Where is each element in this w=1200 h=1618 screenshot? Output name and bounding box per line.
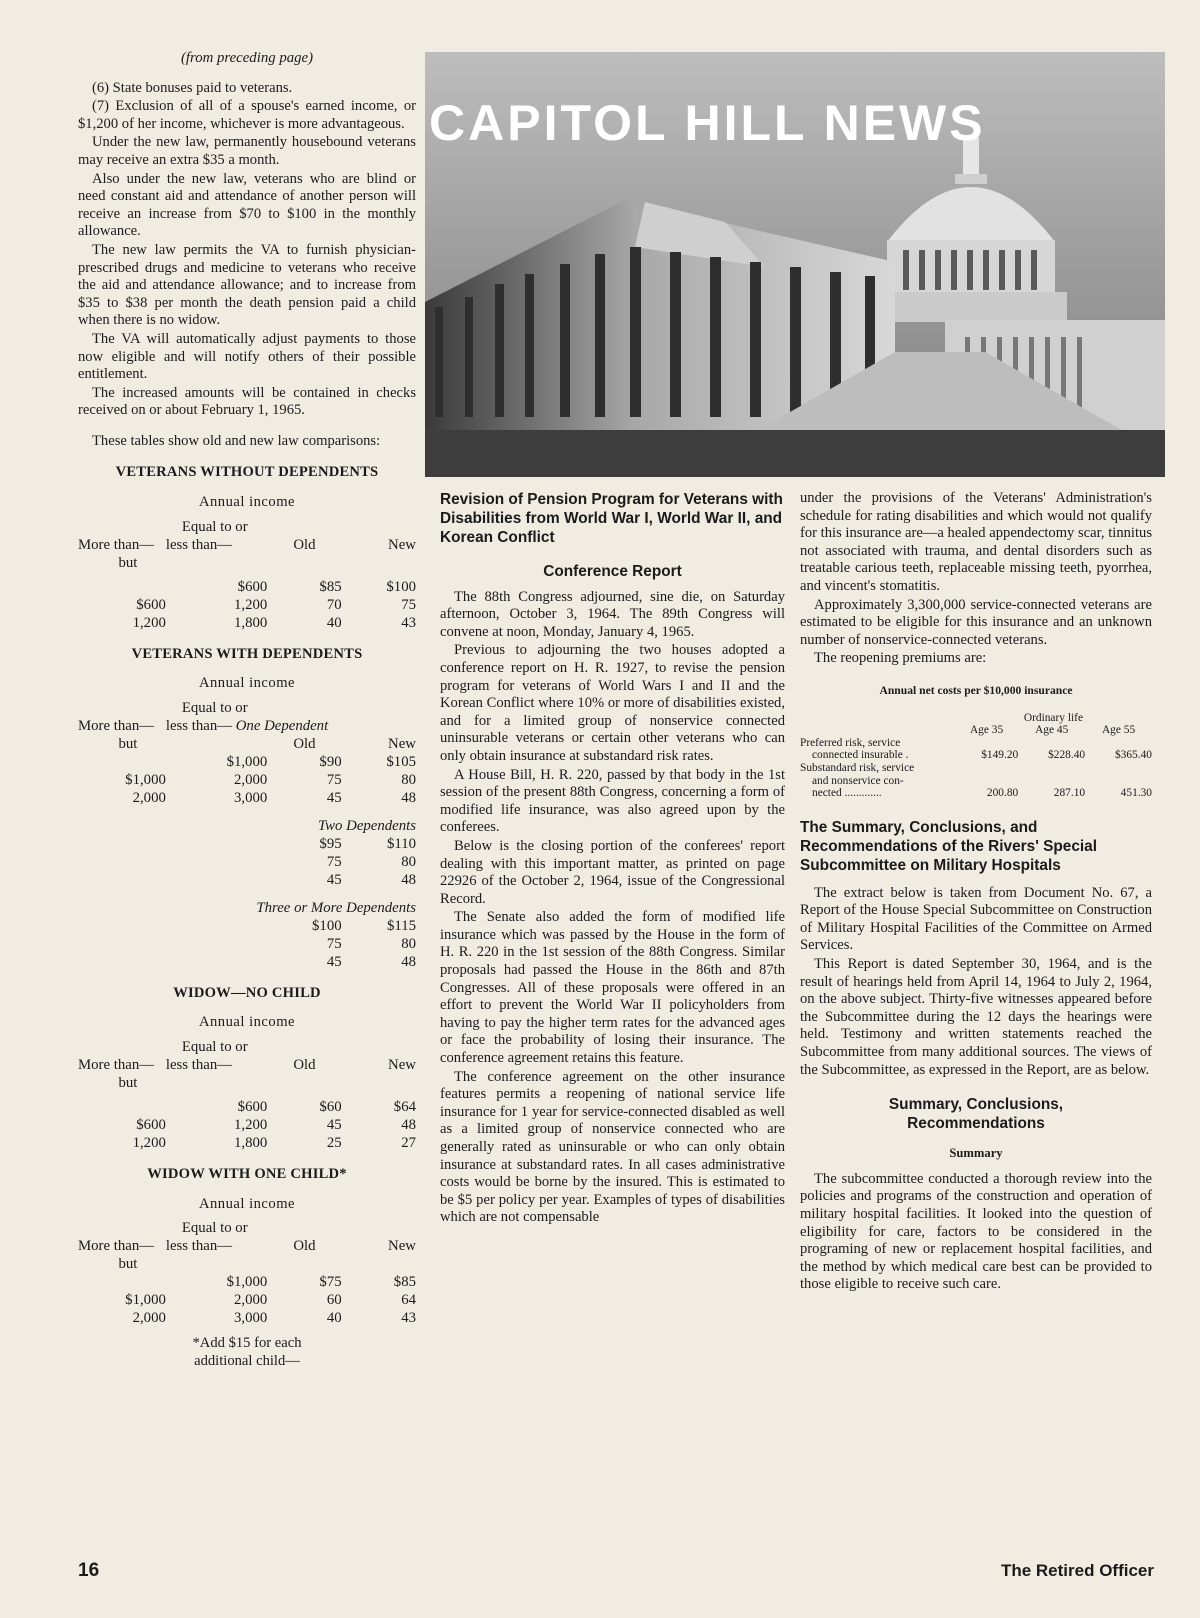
one-dependent-label: One Dependent — [235, 717, 329, 734]
two-dependents-label: Two Dependents — [318, 817, 416, 834]
paragraph: Approximately 3,300,000 service-connected veterans are estimated to be eligible for this insurance and an unknown number of nonservice-connected veterans. — [800, 596, 1152, 648]
table-cell: 80 — [401, 853, 416, 870]
income-table-widow-no-child — [78, 1038, 416, 1152]
table-row — [78, 853, 416, 871]
table-cell: 1,200 — [233, 596, 268, 613]
table-cell: 2,000 — [132, 789, 166, 806]
table-cell: 80 — [401, 935, 416, 952]
page-number: 16 — [78, 1560, 100, 1581]
annual-income-label: Annual income — [198, 675, 296, 692]
table-row — [78, 771, 416, 789]
table-cell: 3,000 — [233, 789, 268, 806]
table-cell: 45 — [326, 789, 342, 806]
column-header: less than— — [165, 536, 233, 553]
table-heading: WIDOW—NO CHILD — [173, 984, 321, 1001]
column-header: Equal to or — [181, 1039, 248, 1056]
paragraph: The new law permits the VA to furnish physician-prescribed drugs and medicine to veterans who receive the aid and attendance allowance; and to increase from $35 to $38 per month the death pension paid a child when there is no widow. — [78, 241, 416, 329]
table-cell: $110 — [386, 835, 416, 852]
table-heading: VETERANS WITHOUT DEPENDENTS — [115, 464, 379, 481]
tables-intro: These tables show old and new law comparisons: — [92, 432, 381, 449]
table-cell: 48 — [401, 1117, 416, 1134]
paragraph: (7) Exclusion of all of a spouse's earned income, or $1,200 of her income, whichever is more advantageous. — [78, 98, 416, 132]
table-row — [800, 749, 1152, 762]
table-cell: 75 — [401, 596, 416, 613]
table-heading: WIDOW WITH ONE CHILD* — [147, 1166, 347, 1183]
table-cell: 48 — [401, 789, 416, 806]
table-cell: $75 — [319, 1274, 342, 1291]
column-header: Old — [293, 1057, 316, 1074]
column-header: Age 45 — [1035, 724, 1069, 737]
table-row — [78, 917, 416, 935]
paragraph: The extract below is taken from Document No. 67, a Report of the House Special Subcommittee on Construction of Military Hospital Facilities of the Committee on Armed Services. — [800, 884, 1152, 954]
table-cell: 75 — [326, 853, 342, 870]
table-row — [78, 1273, 416, 1291]
table-row — [78, 835, 416, 853]
table-cell: $85 — [319, 578, 342, 595]
row-label: Substandard risk, service — [800, 761, 915, 774]
table-cell: 40 — [326, 1310, 342, 1327]
table-row — [78, 935, 416, 953]
table-cell: 45 — [326, 1117, 342, 1134]
column-header: Equal to or — [181, 699, 248, 716]
table-cell: 80 — [401, 771, 416, 788]
table-cell: $1,000 — [125, 771, 166, 788]
paragraph: Below is the closing portion of the conferees' report dealing with this important matter, as printed on page 22926 of the October 2, 1964, issue of the Congressional Record. — [440, 837, 785, 907]
table-cell: 64 — [401, 1292, 416, 1309]
table-cell: $64 — [393, 1099, 416, 1116]
annual-income-label: Annual income — [198, 1014, 296, 1031]
paragraph: The increased amounts will be contained in checks received on or about February 1, 1965. — [78, 384, 416, 419]
paragraph: (6) State bonuses paid to veterans. — [92, 79, 293, 96]
table-row — [78, 953, 416, 971]
column-header: but — [118, 1075, 138, 1092]
table-row — [78, 871, 416, 889]
table-cell — [78, 578, 166, 596]
column-header: Equal to or — [181, 1220, 248, 1237]
column-header: New — [388, 1238, 416, 1255]
column-header: More than— — [78, 1057, 155, 1074]
table-cell: 2,000 — [132, 1310, 166, 1327]
table-cell: 1,200 — [233, 1117, 268, 1134]
table-cell: 45 — [326, 871, 342, 888]
paragraph: The conference agreement on the other insurance features permits a reopening of national service life insurance for 1 year for service-connected disabled as well as a limited group of nonservice connected who are generally rated as uninsurable or who can only obtain insurance at substandard rates. In all cases administrative costs would be borne by the insured. This is estimated to be $5 per policy per year. Examples of types of disabilities which are not compensable — [440, 1068, 785, 1226]
paragraph: The 88th Congress adjourned, sine die, on Saturday afternoon, October 3, 1964. The 89th Congress will convene at noon, Monday, January 4, 1965. — [440, 588, 785, 640]
table-row — [800, 787, 1152, 800]
three-dependents-label: Three or More Dependents — [256, 899, 416, 916]
column-header: Old — [293, 536, 316, 553]
article-title: The Summary, Conclusions, and Recommendations of the Rivers' Special Subcommittee on Military Hospitals — [800, 818, 1098, 874]
paragraph: Also under the new law, veterans who are blind or need constant aid and attendance of another person will receive an increase from $70 to $100 in the monthly allowance. — [78, 170, 416, 240]
table-row — [78, 1291, 416, 1309]
income-table-widow-one-child — [78, 1219, 416, 1327]
row-label: and nonservice con- — [812, 774, 904, 787]
paragraph: The Senate also added the form of modified life insurance which was passed by the House in the form of H. R. 220 in the 1st session of the 88th Congress. Similar proposals had passed the House in the 86th and 87th Congresses. All of these proposals were offered in an effort to prevent the World War II policyholders from having to pay the higher term rates for the advanced ages or face the probability of losing their insurance. The conference agreement retains this feature. — [440, 909, 785, 1067]
table-heading: VETERANS WITH DEPENDENTS — [131, 645, 363, 662]
right-column — [800, 490, 1152, 1294]
banner-title: CAPITOL HILL NEWS — [429, 95, 986, 151]
row-label: connected insurable . — [812, 749, 909, 762]
column-header: Age 35 — [969, 724, 1004, 737]
annual-income-label: Annual income — [198, 494, 296, 511]
row-label: nected ............. — [812, 787, 882, 800]
column-header: More than— — [78, 536, 155, 553]
income-table-with-dependents — [78, 699, 416, 971]
table-cell: $115 — [386, 917, 416, 934]
table-cell: 43 — [401, 614, 416, 631]
table-cell: $600 — [136, 1117, 166, 1134]
table-cell: $365.40 — [1114, 749, 1152, 762]
table-cell: 27 — [401, 1135, 416, 1152]
table-cell: $228.40 — [1048, 749, 1086, 762]
table-cell: 75 — [326, 771, 342, 788]
table-cell: 43 — [401, 1310, 416, 1327]
table-cell: 1,200 — [132, 1135, 166, 1152]
table-cell: $100 — [386, 578, 416, 595]
table-row — [78, 1116, 416, 1134]
table-cell: $105 — [386, 753, 416, 770]
table-cell: $100 — [312, 917, 342, 934]
column-header: More than— — [78, 717, 155, 734]
paragraph: The reopening premiums are: — [814, 650, 987, 667]
table-cell — [78, 753, 166, 771]
table-cell: 200.80 — [986, 787, 1019, 800]
column-header: Ordinary life — [1023, 711, 1084, 724]
premium-table — [800, 712, 1152, 800]
column-header: New — [388, 1057, 416, 1074]
table-cell: $95 — [319, 835, 342, 852]
table-cell: $1,000 — [226, 1274, 268, 1291]
column-header: but — [118, 1256, 138, 1273]
table-cell: 70 — [326, 596, 342, 613]
section-title: Summary, Conclusions, — [888, 1096, 1064, 1114]
column-header: Old — [293, 735, 316, 752]
table-cell: 40 — [326, 614, 342, 631]
summary-label: Summary — [949, 1146, 1003, 1161]
article-subhead: Conference Report — [543, 563, 682, 580]
table-cell: 1,200 — [132, 614, 166, 631]
paragraph: This Report is dated September 30, 1964, and is the result of hearings held from April 14, 1964 to July 2, 1964, on the above subject. Thirty-five witnesses appeared before the Subcommittee during the 12 days the hearings were held. Testimony and written statements reached the Subcommittee from many additional sources. The views of the Subcommittee, as expressed in the Report, are as below. — [800, 956, 1152, 1078]
column-header: New — [388, 735, 416, 752]
table-cell: $90 — [319, 753, 342, 770]
table-cell: $1,000 — [226, 753, 268, 770]
publication-name: The Retired Officer — [1000, 1561, 1154, 1580]
table-cell: $600 — [136, 596, 166, 613]
column-header: More than— — [78, 1238, 155, 1255]
table-footnote: *Add $15 for each — [192, 1335, 302, 1352]
table-cell: 48 — [401, 953, 416, 970]
left-column — [78, 50, 416, 1370]
paragraph: The VA will automatically adjust payments to those now eligible and will notify others of their possible entitlement. — [78, 330, 416, 383]
table-row — [78, 1098, 416, 1116]
table-cell: $149.20 — [981, 749, 1019, 762]
column-header: less than— — [165, 1057, 233, 1074]
article-title: Revision of Pension Program for Veterans with Disabilities from World War I, World War II, and Korean Conflict — [440, 491, 783, 546]
paragraph: under the provisions of the Veterans' Administration's schedule for rating disabilities and which would not qualify for this insurance are—a healed appendectomy scar, tinnitus not associated with trauma, and dental disorders such as treatable carious teeth, replaceable missing teeth, pyorrhea, and vincent's stomatitis. — [800, 490, 1152, 594]
column-header: less than— — [165, 717, 233, 734]
table-cell: 1,800 — [233, 1135, 268, 1152]
paragraph: Previous to adjourning the two houses adopted a conference report on H. R. 1927, to revise the pension program for veterans of World Wars I and II and the Korean Conflict where 10% or more of disabilities existed, and for a limited group of nonservice connected uninsurable veterans or certain other veterans who can only obtain insurance at substandard risk rates. — [440, 642, 785, 764]
annual-income-label: Annual income — [198, 1195, 296, 1212]
column-header: New — [388, 536, 416, 553]
paragraph: The subcommittee conducted a thorough review into the policies and programs of the construction and operation of military hospital facilities. It looked into the question of eligibility for care, factors to be considered in the programing of new or replacement hospital facilities, and the method by which medical care best can be provided to those eligible to receive such care. — [800, 1170, 1152, 1293]
table-row — [78, 614, 416, 632]
income-table-no-dependents — [78, 518, 416, 632]
table-cell: 1,800 — [233, 614, 268, 631]
table-row — [78, 1134, 416, 1152]
table-cell: 48 — [401, 871, 416, 888]
column-header: Old — [293, 1238, 316, 1255]
premium-table-heading: Annual net costs per $10,000 insurance — [879, 683, 1073, 697]
table-row — [78, 753, 416, 771]
table-cell: 45 — [326, 953, 342, 970]
table-cell: 2,000 — [233, 1292, 268, 1309]
table-cell: $600 — [237, 1099, 268, 1116]
capitol-building-image — [425, 52, 1165, 477]
table-cell — [78, 1273, 166, 1291]
column-header — [166, 717, 416, 735]
paragraph: A House Bill, H. R. 220, passed by that body in the 1st session of the present 88th Congress, concerning a form of modified life insurance, was also agreed upon by the conferees. — [440, 766, 785, 836]
table-row — [78, 578, 416, 596]
row-label: Preferred risk, service — [800, 736, 901, 749]
table-row — [78, 1309, 416, 1327]
table-cell: 287.10 — [1053, 787, 1086, 800]
table-cell: 3,000 — [233, 1310, 268, 1327]
table-cell: 75 — [326, 935, 342, 952]
paragraph: Under the new law, permanently housebound veterans may receive an extra $35 a month. — [78, 134, 416, 168]
capitol-photo-banner — [425, 52, 1165, 477]
column-header: less than— — [165, 1238, 233, 1255]
column-header: but — [118, 554, 138, 571]
table-cell: 60 — [326, 1292, 342, 1309]
column-header: but — [118, 735, 138, 752]
column-header: Age 55 — [1101, 724, 1136, 737]
table-row — [78, 789, 416, 807]
table-cell: 25 — [326, 1135, 342, 1152]
table-footnote: additional child— — [194, 1352, 300, 1369]
table-cell: 2,000 — [233, 771, 268, 788]
section-title: Recommendations — [907, 1115, 1045, 1133]
table-row — [78, 596, 416, 614]
table-cell: $60 — [319, 1099, 342, 1116]
continued-note: (from preceding page) — [180, 50, 314, 66]
column-header: Equal to or — [181, 518, 248, 535]
table-cell: $85 — [393, 1274, 416, 1291]
table-cell — [78, 1098, 166, 1116]
table-cell: $1,000 — [125, 1292, 166, 1309]
table-cell: 451.30 — [1120, 787, 1152, 800]
middle-column — [440, 490, 785, 1227]
table-cell: $600 — [237, 578, 268, 595]
